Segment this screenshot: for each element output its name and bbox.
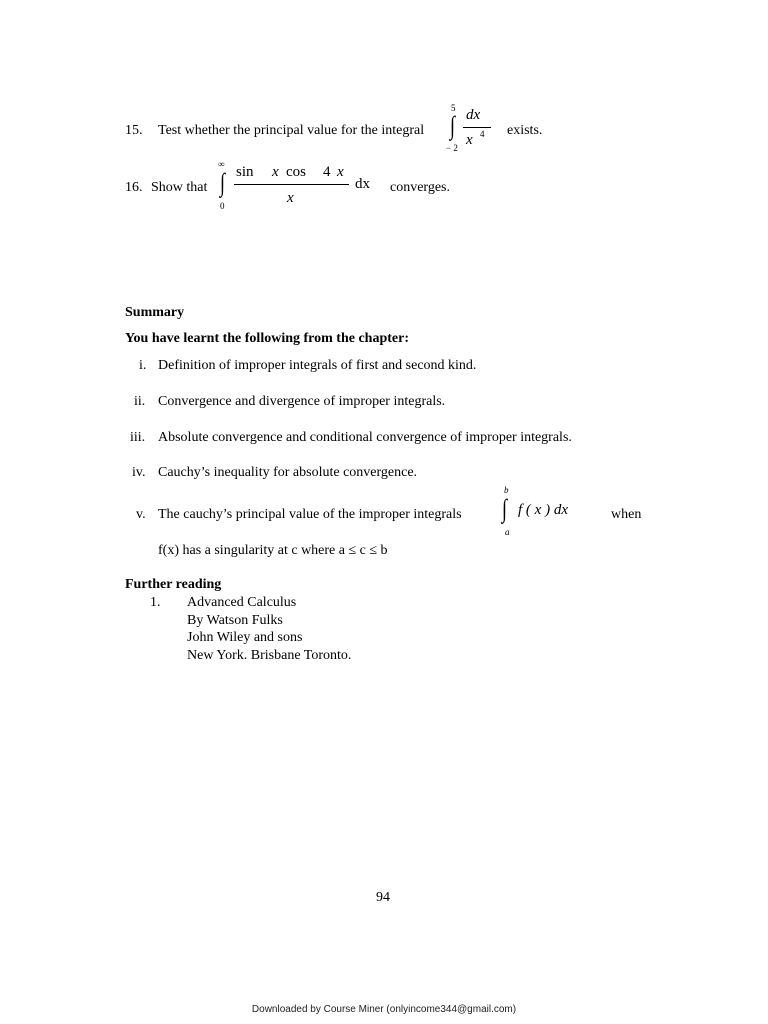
question-15-tail: exists. [507,123,543,138]
summary-item-text: The cauchy’s principal value of the improper integrals [158,507,462,522]
q16-num-x2: x [337,164,344,180]
q15-upper-limit: 5 [451,103,456,113]
q16-num-sin: sin [236,164,254,180]
reference-line: John Wiley and sons [187,630,303,645]
question-16-number: 16. [125,180,143,195]
q15-lower-limit: − 2 [446,143,458,153]
question-15-text: Test whether the principal value for the integral [158,123,425,138]
item5-integral-sign: ∫ [502,494,507,523]
item5-integrand: f ( x ) dx [518,502,568,518]
q16-lower-limit: 0 [220,201,225,211]
question-16-tail: converges. [390,180,450,195]
q16-integral-sign: ∫ [220,168,225,197]
q15-denominator: x [466,132,473,148]
summary-item-text: Definition of improper integrals of first and second kind. [158,358,477,373]
summary-item-marker: iii. [130,430,146,445]
summary-item-marker: i. [139,358,147,373]
q16-fraction-bar [234,184,349,185]
further-reading-number: 1. [150,595,161,610]
question-15-number: 15. [125,123,143,138]
summary-item-text: Cauchy’s inequality for absolute convergence. [158,465,418,480]
reference-line: New York. Brisbane Toronto. [187,648,352,663]
summary-subheading: You have learnt the following from the chapter: [125,331,409,346]
reference-line: Advanced Calculus [187,595,297,610]
q16-denominator: x [287,190,294,206]
page-number: 94 [376,890,390,905]
q16-num-cos: cos [286,164,306,180]
q16-dx: dx [355,176,370,192]
q16-upper-limit: ∞ [218,159,225,169]
q15-exponent: 4 [480,129,485,139]
further-reading-heading: Further reading [125,577,222,592]
q16-num-4: 4 [323,164,331,180]
summary-item-marker: ii. [134,394,146,409]
item5-when: when [611,507,642,522]
question-16-text: Show that [151,180,208,195]
download-footer: Downloaded by Course Miner (onlyincome344@gmail.com) [251,1004,517,1015]
summary-item-marker: iv. [132,465,146,480]
q16-num-x: x [272,164,279,180]
q15-fraction-bar [463,127,491,128]
summary-item-text: Absolute convergence and conditional convergence of improper integrals. [158,430,572,445]
item5-upper-limit: b [504,485,509,495]
summary-item-marker: v. [136,507,146,522]
q15-numerator: dx [466,107,481,123]
reference-line: By Watson Fulks [187,613,283,628]
summary-heading: Summary [125,305,185,320]
item5-continuation: f(x) has a singularity at c where a ≤ c ≤ b [158,543,388,558]
q15-integral-sign: ∫ [450,111,455,140]
summary-item-text: Convergence and divergence of improper integrals. [158,394,446,409]
item5-lower-limit: a [505,527,510,537]
